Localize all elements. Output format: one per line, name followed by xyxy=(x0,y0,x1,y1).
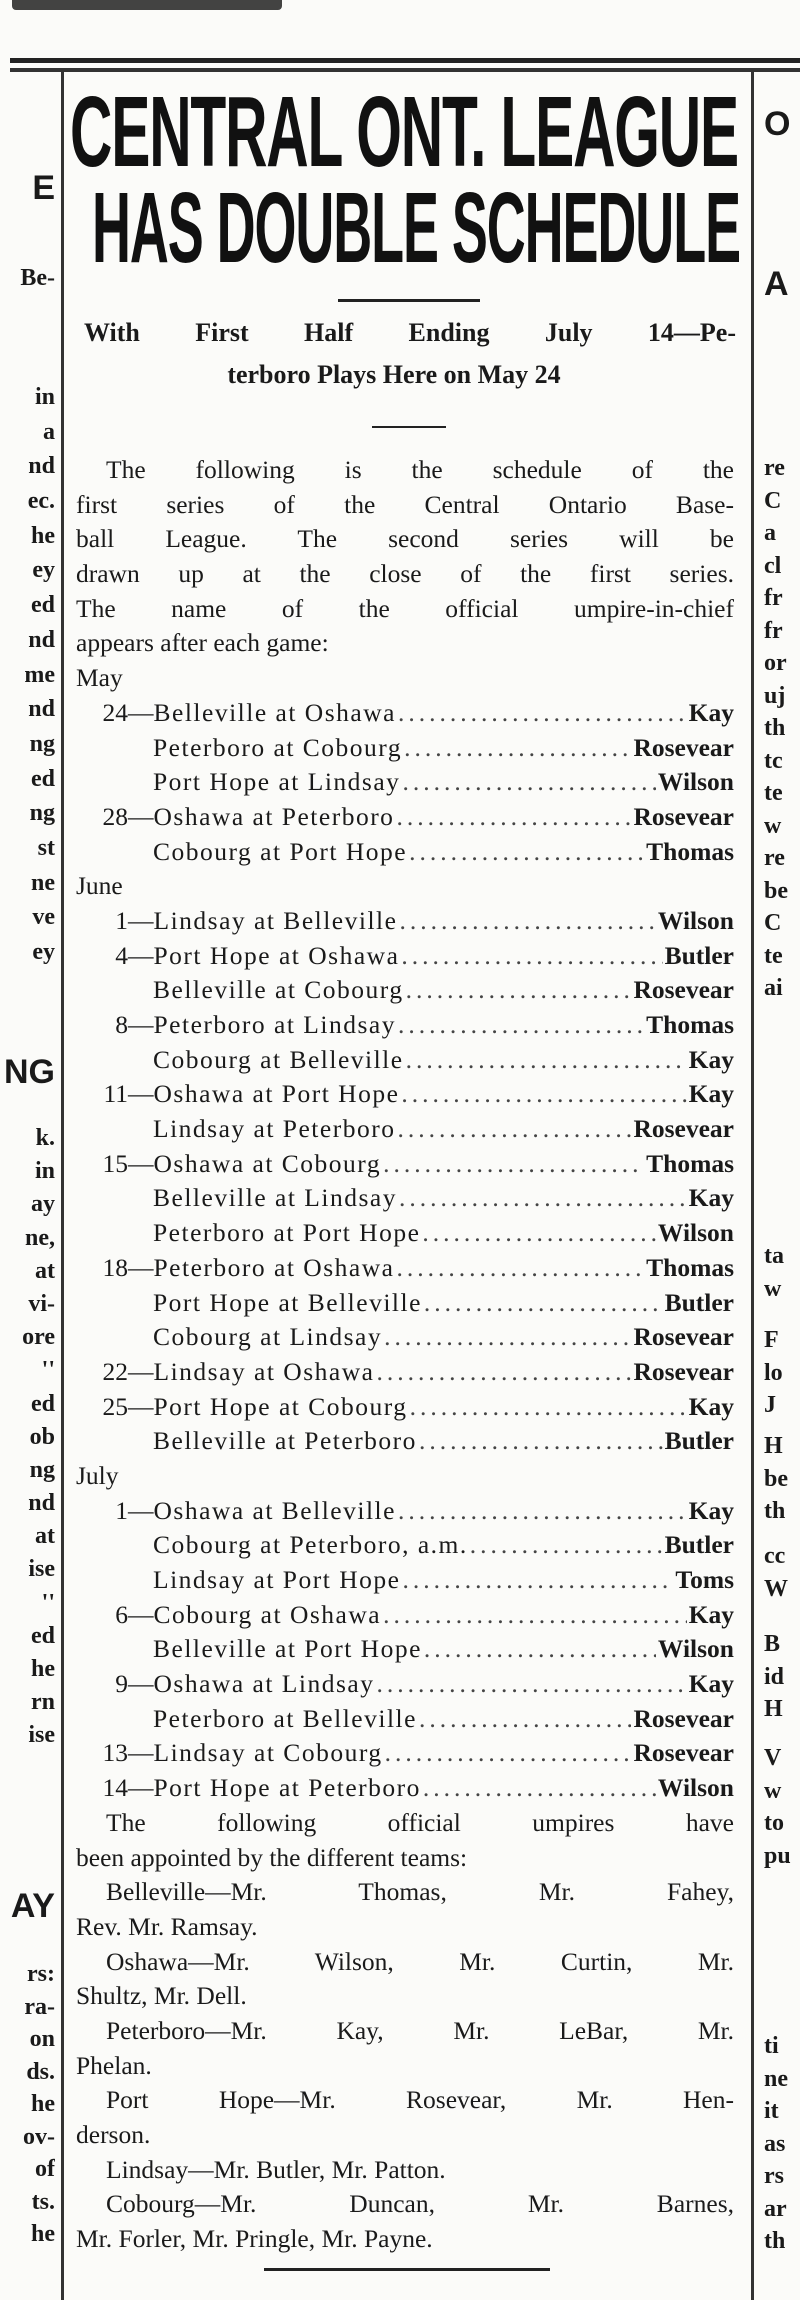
dot-leader xyxy=(398,696,687,731)
dot-leader xyxy=(398,1008,644,1043)
schedule-row xyxy=(76,1424,734,1459)
schedule-row xyxy=(76,1112,734,1147)
schedule-row xyxy=(76,835,734,870)
right_column-fragment-text: H xyxy=(764,1696,783,1722)
dot-leader xyxy=(424,1632,656,1667)
game-matchup: Cobourg at Port Hope xyxy=(153,836,408,866)
dot-leader xyxy=(406,973,632,1008)
right_column-fragment-text: cc xyxy=(764,1543,786,1569)
right_column-fragment-text: or xyxy=(764,650,787,676)
game-date: 25 xyxy=(102,1391,128,1421)
dot-leader xyxy=(404,731,631,766)
right_column-fragment-text: F xyxy=(764,1327,779,1353)
right_column-fragment-text: te xyxy=(764,780,783,806)
dot-leader xyxy=(401,1077,686,1112)
date-dash: — xyxy=(128,940,154,970)
game-matchup: Belleville at Port Hope xyxy=(153,1634,422,1664)
left_column-fragment-text: of xyxy=(35,2156,55,2182)
left_column-fragment-text: ise xyxy=(28,1722,55,1749)
umpire-name: Kay xyxy=(688,1044,734,1074)
left_column-fragment-text: ec. xyxy=(27,488,55,515)
game-matchup: Peterboro at Belleville xyxy=(153,1703,417,1733)
right_column-fragment-text: A xyxy=(764,268,789,301)
schedule-row xyxy=(76,1598,734,1633)
left_column-fragment-text: '' xyxy=(41,1589,55,1616)
umpires-line: been appointed by the different teams: xyxy=(76,1842,468,1872)
umpire-name: Butler xyxy=(664,1426,734,1456)
dot-leader xyxy=(410,1390,687,1425)
game-matchup: Cobourg at Belleville xyxy=(153,1044,404,1074)
dot-leader xyxy=(409,835,644,870)
umpire-name: Rosevear xyxy=(633,732,734,762)
right_column-fragment-group xyxy=(764,1324,800,1422)
umpire-name: Rosevear xyxy=(633,1703,734,1733)
umpire-name: Butler xyxy=(664,940,734,970)
left_column-fragment-text: ne, xyxy=(25,1224,55,1251)
left_column-fragment-text: ts. xyxy=(31,2188,55,2215)
game-date: 8 xyxy=(115,1010,128,1039)
game-date: 24 xyxy=(102,697,128,727)
umpires-line: Belleville—Mr. Thomas, Mr. Fahey, xyxy=(106,1877,734,1907)
right_column-fragment-text: be xyxy=(764,1465,788,1492)
umpire-name: Kay xyxy=(688,1183,734,1213)
left_column-fragment-text: in xyxy=(34,384,55,410)
left_column-fragment-text: ov- xyxy=(23,2123,55,2150)
game-matchup: Peterboro at Lindsay xyxy=(153,1010,396,1039)
dot-leader xyxy=(399,1181,687,1216)
umpire-name: Wilson xyxy=(657,1634,734,1664)
right_column-fragment-text: it xyxy=(764,2098,779,2124)
umpire-name: Thomas xyxy=(646,1252,734,1282)
game-matchup: Peterboro at Cobourg xyxy=(153,732,403,762)
schedule-row xyxy=(76,1320,734,1355)
schedule-row xyxy=(76,1251,734,1286)
date-dash: — xyxy=(128,697,154,727)
schedule-row xyxy=(76,1077,734,1112)
left_column-fragment-group xyxy=(0,1056,55,1089)
right_column-fragment-text: id xyxy=(764,1663,785,1690)
schedule-row xyxy=(76,1390,734,1425)
umpire-name: Thomas xyxy=(646,836,734,866)
subhead-divider xyxy=(372,426,446,428)
left_column-fragment-text: ds. xyxy=(26,2058,55,2085)
umpires-line: Rev. Mr. Ramsay. xyxy=(76,1911,258,1941)
left_column-fragment-text: ve xyxy=(32,904,55,931)
left_column-fragment-text: E xyxy=(32,172,55,205)
intro-line: first series of the Central Ontario Base- xyxy=(76,489,734,519)
dot-leader xyxy=(406,1043,687,1078)
right_column-fragment-group xyxy=(764,2030,800,2258)
right_column-fragment-text: fr xyxy=(764,585,783,611)
dot-leader xyxy=(396,1251,644,1286)
right_column-fragment-text: w xyxy=(764,1777,782,1804)
game-matchup: Lindsay at Port Hope xyxy=(153,1565,401,1594)
date-dash: — xyxy=(128,1079,154,1109)
schedule-row xyxy=(76,1736,734,1771)
left_column-fragment-text: he xyxy=(31,2091,55,2117)
date-dash: — xyxy=(128,1495,154,1525)
right_column-fragment-text: th xyxy=(764,1498,786,1524)
dot-leader xyxy=(398,1494,687,1529)
right_column-fragment-text: O xyxy=(764,108,791,141)
umpire-name: Butler xyxy=(664,1530,734,1560)
date-dash: — xyxy=(128,801,154,831)
umpires-line: Oshawa—Mr. Wilson, Mr. Curtin, Mr. xyxy=(106,1946,734,1976)
left_column-fragment-text: a xyxy=(43,418,55,445)
right_column-fragment-text: C xyxy=(764,487,782,514)
intro-line: drawn up at the close of the first series. xyxy=(76,559,734,589)
right_column-fragment-text: w xyxy=(764,812,782,839)
umpire-name: Rosevear xyxy=(633,801,734,831)
game-date: 1 xyxy=(115,905,128,935)
right_column-fragment-group xyxy=(764,1742,800,1872)
right_column-fragment-text: ti xyxy=(764,2033,779,2059)
dot-leader xyxy=(402,765,655,800)
headline-line-1: CENTRAL ONT. LEAGUE xyxy=(70,76,738,188)
game-matchup: Belleville at Peterboro xyxy=(153,1426,417,1456)
umpires-line: Cobourg—Mr. Duncan, Mr. Barnes, xyxy=(106,2189,734,2219)
left_column-fragment-text: AY xyxy=(10,1890,55,1923)
game-date: 1 xyxy=(115,1495,128,1525)
game-matchup: Peterboro at Port Hope xyxy=(153,1218,421,1248)
date-dash: — xyxy=(128,1252,154,1282)
game-matchup: Port Hope at Oshawa xyxy=(153,940,400,970)
game-matchup: Port Hope at Belleville xyxy=(153,1287,422,1317)
right_column-fragment-text: C xyxy=(764,910,782,936)
left_column-fragment-text: vi- xyxy=(28,1290,55,1317)
schedule-row xyxy=(76,1528,734,1563)
right_column-fragment-text: B xyxy=(764,1631,781,1657)
column-divider-left xyxy=(61,72,64,2300)
intro-line: The following is the schedule of the xyxy=(106,455,734,484)
left_column-fragment-text: ed xyxy=(31,1390,55,1417)
right_column-fragment-text: uj xyxy=(764,682,786,709)
umpire-name: Rosevear xyxy=(633,1114,734,1144)
schedule-row xyxy=(76,1494,734,1529)
intro-line: appears after each game: xyxy=(76,628,329,658)
dot-leader xyxy=(424,1286,663,1321)
game-matchup: Cobourg at Peterboro, a.m. xyxy=(153,1530,468,1560)
umpires-line: Lindsay—Mr. Butler, Mr. Patton. xyxy=(106,2154,446,2184)
game-date: 14 xyxy=(102,1773,128,1803)
left_column-fragment-text: he xyxy=(31,1656,55,1682)
game-matchup: Cobourg at Lindsay xyxy=(153,1322,383,1352)
right_column-fragment-text: to xyxy=(764,1810,784,1836)
left_column-fragment-text: ed xyxy=(31,1622,55,1649)
dot-leader xyxy=(399,904,655,939)
right_column-fragment-group xyxy=(764,268,800,301)
schedule-row xyxy=(76,800,734,835)
dot-leader xyxy=(397,1112,631,1147)
schedule-row xyxy=(76,973,734,1008)
left_column-fragment-text: rs: xyxy=(27,1961,55,1987)
right_column-fragment-text: lo xyxy=(764,1359,783,1386)
left_column-fragment-group xyxy=(0,1890,55,1923)
game-matchup: Belleville at Lindsay xyxy=(153,1183,397,1213)
month-heading: May xyxy=(76,663,123,693)
umpire-name: Toms xyxy=(675,1565,734,1594)
left_column-fragment-text: ey xyxy=(32,939,55,965)
right_column-fragment-text: cl xyxy=(764,552,782,579)
game-matchup: Oshawa at Port Hope xyxy=(153,1079,400,1109)
left_column-fragment-text: ne xyxy=(31,869,55,896)
right_column-fragment-text: as xyxy=(764,2130,786,2157)
schedule-row xyxy=(76,904,734,939)
left_column-fragment-text: ed xyxy=(31,765,55,792)
left_column-fragment-text: he xyxy=(31,2221,55,2247)
dot-leader xyxy=(423,1771,656,1806)
game-matchup: Port Hope at Lindsay xyxy=(153,767,401,797)
dot-leader xyxy=(376,1667,686,1702)
left_column-fragment-text: ng xyxy=(29,800,55,827)
game-date: 13 xyxy=(102,1738,128,1768)
right_column-fragment-text: V xyxy=(764,1745,782,1771)
left_column-fragment-text: ise xyxy=(28,1556,55,1583)
dot-leader xyxy=(422,1216,656,1251)
left_column-fragment-text: nd xyxy=(28,626,55,653)
left_column-fragment-text: he xyxy=(31,522,55,549)
left_column-fragment-text: '' xyxy=(41,1357,55,1384)
game-matchup: Port Hope at Peterboro xyxy=(153,1773,421,1803)
schedule-row xyxy=(76,939,734,974)
umpire-name: Butler xyxy=(664,1287,734,1317)
date-dash: — xyxy=(128,1599,154,1629)
left_column-fragment-text: st xyxy=(37,834,55,861)
schedule-row xyxy=(76,1355,734,1390)
game-date: 6 xyxy=(115,1599,128,1629)
right_column-fragment-group xyxy=(764,108,800,141)
left_column-fragment-group xyxy=(0,1122,55,1753)
game-date: 22 xyxy=(102,1356,128,1386)
date-dash: — xyxy=(128,1773,154,1803)
dot-leader xyxy=(419,1424,663,1459)
game-date: 15 xyxy=(102,1148,128,1178)
game-matchup: Oshawa at Belleville xyxy=(153,1495,396,1525)
schedule-row xyxy=(76,1216,734,1251)
right_column-fragment-text: rs xyxy=(764,2163,784,2189)
umpires-line: Peterboro—Mr. Kay, Mr. LeBar, Mr. xyxy=(106,2015,734,2045)
schedule-row xyxy=(76,1008,734,1043)
left_column-fragment-text: in xyxy=(34,1158,55,1185)
umpire-name: Kay xyxy=(688,697,734,727)
game-date: 11 xyxy=(103,1079,128,1109)
umpire-name: Wilson xyxy=(657,905,734,935)
dot-leader xyxy=(396,800,631,835)
date-dash: — xyxy=(128,1010,154,1039)
subhead-line-2: terboro Plays Here on May 24 xyxy=(227,360,561,389)
left_column-fragment-text: me xyxy=(24,661,55,688)
right_column-fragment-text: w xyxy=(764,1275,782,1302)
left_column-fragment-text: ay xyxy=(31,1191,55,1218)
umpire-name: Kay xyxy=(688,1391,734,1421)
left_column-fragment-text: ra- xyxy=(24,1993,55,2020)
dot-leader xyxy=(419,1702,632,1737)
left_column-fragment-text: ey xyxy=(32,557,55,584)
umpire-name: Rosevear xyxy=(633,975,734,1005)
umpire-name: Wilson xyxy=(657,1218,734,1248)
right_column-fragment-text: re xyxy=(764,845,785,871)
game-matchup: Oshawa at Peterboro xyxy=(153,801,395,831)
left_column-fragment-text: ore xyxy=(22,1324,55,1351)
game-date: 28 xyxy=(102,801,128,831)
right_column-fragment-text: pu xyxy=(764,1842,791,1869)
umpires-line: Phelan. xyxy=(76,2050,152,2080)
umpire-name: Thomas xyxy=(646,1148,734,1178)
right_column-fragment-text: re xyxy=(764,455,785,481)
right_column-fragment-text: th xyxy=(764,715,786,741)
article-body xyxy=(76,453,734,2257)
schedule-row xyxy=(76,1043,734,1078)
schedule-row xyxy=(76,1702,734,1737)
right_column-fragment-text: a xyxy=(764,520,776,546)
dot-leader xyxy=(470,1528,663,1563)
game-matchup: Port Hope at Cobourg xyxy=(153,1391,408,1421)
umpire-name: Wilson xyxy=(657,1773,734,1803)
date-dash: — xyxy=(128,905,154,935)
subhead-line-1: With First Half Ending July 14—Pe- xyxy=(84,318,736,347)
schedule-row xyxy=(76,1667,734,1702)
game-matchup: Lindsay at Belleville xyxy=(153,905,398,935)
right_column-fragment-group xyxy=(764,1240,800,1305)
left_column-fragment-group xyxy=(0,262,55,295)
dot-leader xyxy=(376,1355,631,1390)
left_column-fragment-text: ed xyxy=(31,592,55,619)
month-heading: July xyxy=(76,1460,119,1490)
intro-line: ball League. The second series will be xyxy=(76,524,734,554)
game-date: 4 xyxy=(115,940,128,970)
left_column-fragment-group xyxy=(0,380,55,970)
right_column-fragment-text: ne xyxy=(764,2065,788,2092)
game-matchup: Cobourg at Oshawa xyxy=(153,1599,382,1629)
left_column-fragment-text: Be- xyxy=(20,265,55,291)
left_column-fragment-text: ob xyxy=(29,1423,55,1450)
top-rule xyxy=(10,58,800,72)
game-matchup: Oshawa at Lindsay xyxy=(153,1669,375,1699)
masthead-date-fragment xyxy=(12,0,282,10)
left_column-fragment-text: nd xyxy=(28,696,55,723)
dot-leader xyxy=(383,1598,687,1633)
game-matchup: Lindsay at Cobourg xyxy=(153,1738,383,1768)
month-heading: June xyxy=(76,871,123,901)
date-dash: — xyxy=(128,1356,154,1386)
right_column-fragment-group xyxy=(764,1628,800,1726)
right_column-fragment-text: be xyxy=(764,877,788,904)
schedule-row xyxy=(76,696,734,731)
umpire-name: Kay xyxy=(688,1599,734,1629)
left_column-fragment-text: at xyxy=(35,1257,55,1284)
umpire-name: Kay xyxy=(688,1079,734,1109)
schedule-row xyxy=(76,1563,734,1598)
schedule-row xyxy=(76,731,734,766)
umpires-line: derson. xyxy=(76,2120,151,2149)
column-divider-right xyxy=(751,72,754,2300)
right_column-fragment-text: ai xyxy=(764,975,783,1001)
right_column-fragment-text: ar xyxy=(764,2195,787,2222)
umpire-name: Kay xyxy=(688,1495,734,1525)
umpire-name: Rosevear xyxy=(633,1322,734,1352)
game-date: 18 xyxy=(102,1252,128,1282)
dot-leader xyxy=(385,1736,632,1771)
umpire-name: Thomas xyxy=(646,1010,734,1039)
left_column-fragment-group xyxy=(0,1958,55,2251)
dot-leader xyxy=(401,939,662,974)
intro-line: The name of the official umpire-in-chief xyxy=(76,593,734,623)
right_column-fragment-group xyxy=(764,452,800,1005)
left_column-fragment-text: NG xyxy=(4,1056,55,1089)
left_column-fragment-text: on xyxy=(29,2026,55,2052)
game-matchup: Oshawa at Cobourg xyxy=(153,1148,382,1178)
right_column-fragment-text: th xyxy=(764,2228,786,2254)
right_column-fragment-text: te xyxy=(764,942,783,969)
right_column-fragment-text: H xyxy=(764,1433,783,1459)
headline-line-2: HAS DOUBLE SCHEDULE xyxy=(92,172,740,284)
right_column-fragment-group xyxy=(764,1540,800,1605)
right_column-fragment-text: J xyxy=(764,1392,776,1418)
umpire-name: Rosevear xyxy=(633,1738,734,1768)
left_column-fragment-text: nd xyxy=(28,453,55,480)
schedule-row xyxy=(76,1771,734,1806)
dot-leader xyxy=(383,1147,644,1182)
game-matchup: Lindsay at Peterboro xyxy=(153,1114,396,1144)
left_column-fragment-text: ng xyxy=(29,730,55,757)
umpire-name: Rosevear xyxy=(633,1356,734,1386)
schedule-row xyxy=(76,765,734,800)
right_column-fragment-text: ta xyxy=(764,1243,784,1269)
schedule-row xyxy=(76,1147,734,1182)
left_column-fragment-text: nd xyxy=(28,1490,55,1517)
right_column-fragment-text: tc xyxy=(764,747,783,774)
game-matchup: Peterboro at Oshawa xyxy=(153,1252,395,1282)
schedule-row xyxy=(76,1632,734,1667)
article-end-rule xyxy=(264,2268,550,2271)
schedule-row xyxy=(76,1181,734,1216)
dot-leader xyxy=(402,1563,673,1598)
game-matchup: Belleville at Cobourg xyxy=(153,975,404,1005)
umpires-line: Port Hope—Mr. Rosevear, Mr. Hen- xyxy=(106,2085,734,2115)
game-matchup: Belleville at Oshawa xyxy=(153,697,396,727)
left_column-fragment-text: rn xyxy=(31,1689,55,1716)
schedule-row xyxy=(76,1286,734,1321)
game-date: 9 xyxy=(115,1669,128,1699)
umpires-line: Shultz, Mr. Dell. xyxy=(76,1981,247,2011)
date-dash: — xyxy=(128,1148,154,1178)
headline-divider xyxy=(338,299,480,302)
umpires-line: Mr. Forler, Mr. Pringle, Mr. Payne. xyxy=(76,2224,433,2254)
game-matchup: Lindsay at Oshawa xyxy=(153,1356,375,1386)
left_column-fragment-text: at xyxy=(35,1523,55,1550)
right_column-fragment-group xyxy=(764,1430,800,1528)
right_column-fragment-text: fr xyxy=(764,617,783,644)
date-dash: — xyxy=(128,1738,154,1768)
date-dash: — xyxy=(128,1391,154,1421)
left_column-fragment-group xyxy=(0,172,55,205)
date-dash: — xyxy=(128,1669,154,1699)
left_column-fragment-text: k. xyxy=(35,1125,55,1151)
left_column-fragment-text: ng xyxy=(29,1456,55,1483)
dot-leader xyxy=(384,1320,631,1355)
umpire-name: Kay xyxy=(688,1669,734,1699)
umpire-name: Wilson xyxy=(657,767,734,797)
umpires-line: The following official umpires have xyxy=(106,1807,734,1837)
right_column-fragment-text: W xyxy=(764,1575,788,1602)
